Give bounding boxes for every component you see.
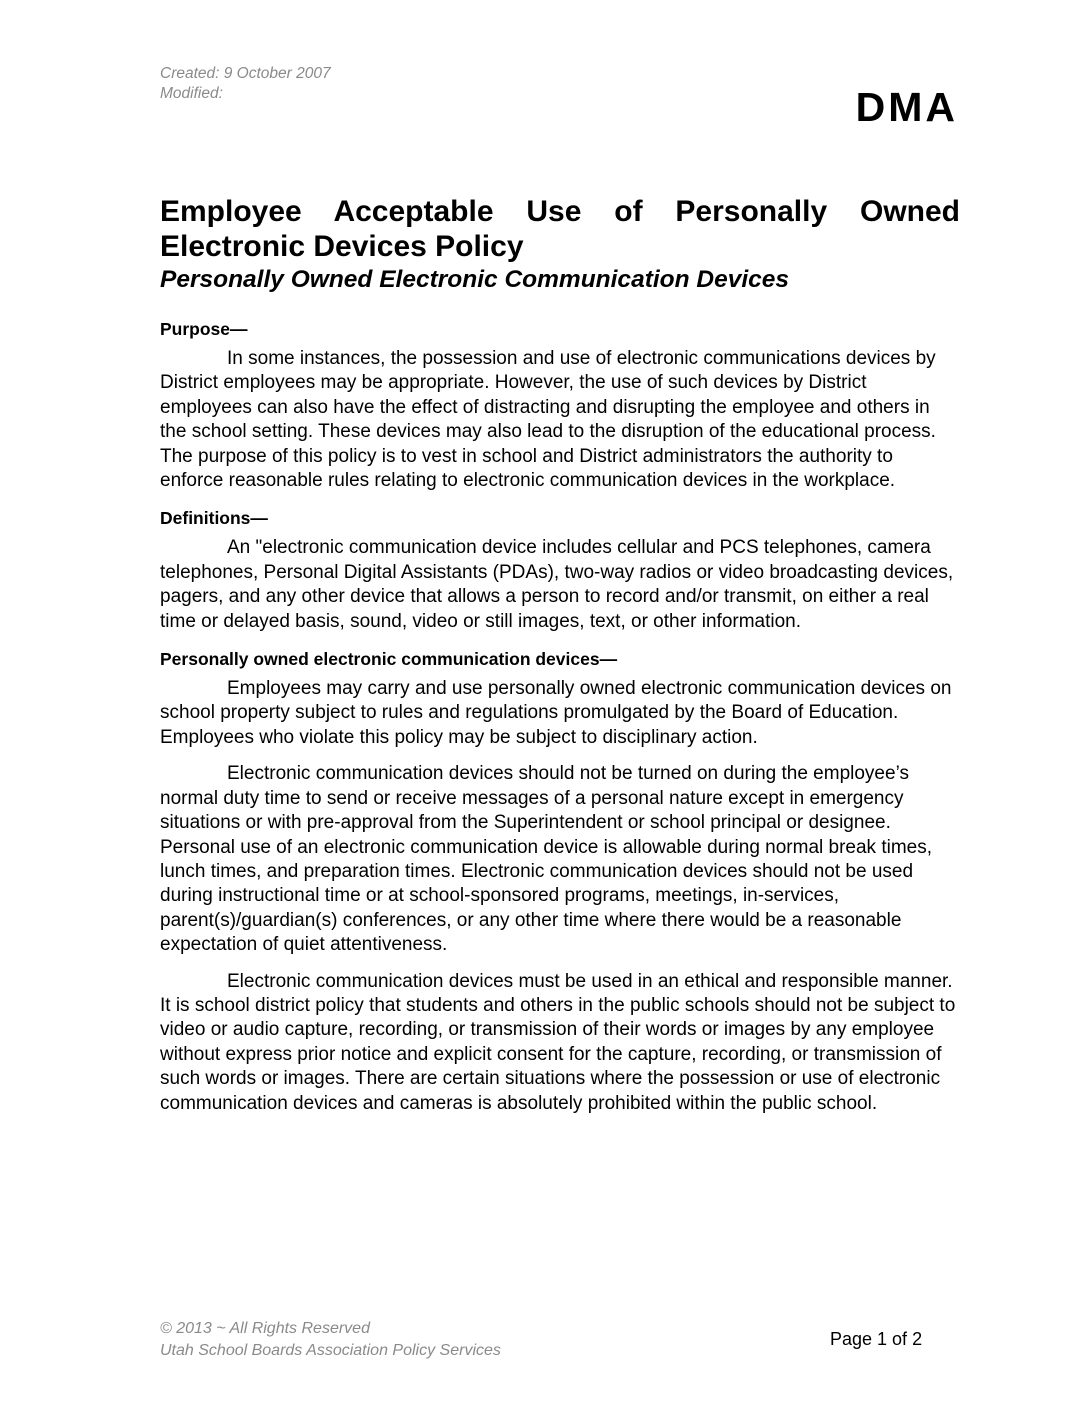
footer-copyright-block xyxy=(160,1318,501,1362)
paragraph: An "electronic communication device includes cellular and PCS telephones, camera telephones, Personal Digital Assistants (PDAs), two-way radios or video broadcasting devices, pagers, and any other device that allows a person to record and/or transmit, on either a real time or delayed basis, sound, video or still images, text, or other information. xyxy=(160,537,954,632)
document-body xyxy=(160,318,960,1130)
copyright-text: © 2013 ~ All Rights Reserved xyxy=(160,1320,370,1337)
section-definitions xyxy=(160,507,960,634)
created-date: Created: 9 October 2007 xyxy=(160,65,331,82)
modified-date: Modified: xyxy=(160,85,223,102)
document-subtitle: Personally Owned Electronic Communication Devices xyxy=(160,266,790,293)
page-number: Page 1 of 2 xyxy=(830,1329,923,1349)
section-heading: Definitions— xyxy=(160,508,268,529)
document-meta xyxy=(160,64,331,104)
section-personal-devices xyxy=(160,648,960,1116)
section-heading: Personally owned electronic communication devices— xyxy=(160,649,618,670)
publisher-text: Utah School Boards Association Policy Services xyxy=(160,1342,501,1359)
paragraph: In some instances, the possession and use of electronic communications devices by District employees may be appropriate. However, the use of such devices by District employees can also have the effect of distracting and disrupting the employee and others in the school setting. These devices may also lead to the disruption of the educational process. The purpose of this policy is to vest in school and District administrators the authority to enforce reasonable rules relating to electronic communication devices in the workplace. xyxy=(160,348,936,492)
section-heading: Purpose— xyxy=(160,319,248,339)
paragraph: Employees may carry and use personally owned electronic communication devices on school property subject to rules and regulations promulgated by the Board of Education. Employees who violate this policy may be subject to disciplinary action. xyxy=(160,678,952,748)
paragraph: Electronic communication devices should not be turned on during the employee’s normal duty time to send or receive messages of a personal nature except in emergency situations or with pre-approval from the Superintendent or school principal or designee. Personal use of an electronic communication device is allowable during normal break times, lunch times, and preparation times. Electronic communication devices should not be used during instructional time or at school-sponsored programs, meetings, in-services, parent(s)/guardian(s) conferences, or any other time where there would be a reasonable expectation of quiet attentiveness. xyxy=(160,763,932,956)
document-title: Employee Acceptable Use of Personally Owned Electronic Devices Policy xyxy=(160,195,960,263)
policy-code: DMA xyxy=(855,84,958,130)
section-purpose xyxy=(160,318,960,493)
paragraph: Electronic communication devices must be used in an ethical and responsible manner. It is school district policy that students and others in the public schools should not be subject to video or audio capture, recording, or transmission of their words or images by any employee without express prior notice and explicit consent for the capture, recording, or transmission of such words or images. There are certain situations where the possession or use of electronic communication devices and cameras is absolutely prohibited within the public school. xyxy=(160,970,956,1114)
